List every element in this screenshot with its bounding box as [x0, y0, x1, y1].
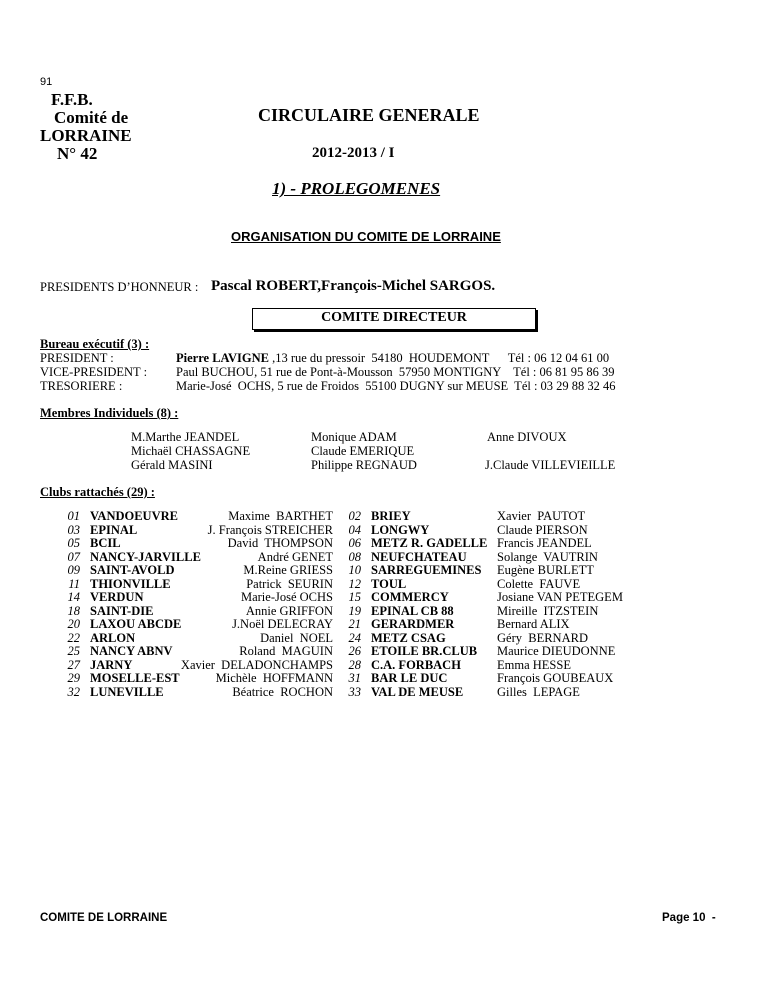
club-name: JARNY — [90, 657, 133, 672]
member: Michaël CHASSAGNE — [131, 444, 251, 458]
club-number: 03 — [67, 522, 80, 537]
club-president: Patrick SEURIN — [246, 576, 333, 591]
club-name: SARREGUEMINES — [371, 563, 482, 577]
bureau-role-vice-president: VICE-PRESIDENT : — [40, 365, 148, 379]
club-name: ARLON — [90, 630, 136, 645]
club-name: BRIEY — [371, 509, 411, 523]
member: Anne DIVOUX — [487, 430, 567, 444]
club-name: EPINAL — [90, 522, 138, 537]
club-president: Josiane VAN PETEGEM — [497, 590, 623, 604]
club-number: 27 — [67, 657, 80, 672]
section-title: 1) - PROLEGOMENES — [272, 179, 441, 198]
club-president: J. François STREICHER — [207, 522, 333, 537]
club-president: André GENET — [257, 549, 333, 564]
organisation-title: ORGANISATION DU COMITE DE LORRAINE — [231, 229, 501, 244]
club-name: VERDUN — [90, 590, 144, 604]
club-president: Annie GRIFFON — [245, 603, 333, 618]
club-name: METZ R. GADELLE — [371, 536, 488, 550]
club-name: LUNEVILLE — [90, 684, 164, 699]
club-number: 25 — [67, 644, 80, 658]
club-president: Géry BERNARD — [497, 630, 588, 645]
club-president: François GOUBEAUX — [497, 671, 614, 685]
clubs-title: Clubs rattachés (29) : — [40, 485, 155, 499]
club-number: 24 — [348, 630, 361, 645]
member: Gérald MASINI — [131, 458, 213, 472]
member: Claude EMERIQUE — [311, 444, 415, 458]
club-name: ETOILE BR.CLUB — [371, 644, 478, 658]
club-number: 22 — [67, 630, 80, 645]
club-president: Gilles LEPAGE — [497, 684, 580, 699]
club-number: 07 — [67, 549, 80, 564]
member: M.Marthe JEANDEL — [131, 430, 240, 444]
footer-page: Page 10 - — [662, 912, 716, 924]
board-box-title: COMITE DIRECTEUR — [321, 310, 467, 325]
bureau-row-president — [176, 351, 609, 366]
footer-left: COMITE DE LORRAINE — [40, 912, 168, 924]
club-number: 20 — [67, 617, 80, 631]
club-name: VAL DE MEUSE — [371, 684, 464, 699]
club-number: 02 — [348, 509, 361, 523]
club-name: TOUL — [371, 576, 407, 591]
club-name: NANCY ABNV — [90, 644, 173, 658]
page-number: 91 — [40, 76, 53, 88]
club-president: Michèle HOFFMANN — [215, 671, 333, 685]
club-president: Béatrice ROCHON — [232, 684, 333, 699]
president-detail: ,13 rue du pressoir 54180 HOUDEMONT Tél : 06 12 04 61 00 — [268, 351, 610, 365]
club-number: 28 — [348, 657, 361, 672]
club-name: C.A. FORBACH — [371, 657, 461, 672]
club-president: M.Reine GRIESS — [243, 563, 333, 577]
club-name: GERARDMER — [371, 617, 455, 631]
club-number: 14 — [67, 590, 80, 604]
club-name: BCIL — [90, 536, 121, 550]
club-president: Colette FAUVE — [497, 576, 581, 591]
club-president: Francis JEANDEL — [497, 536, 592, 550]
club-president: Emma HESSE — [497, 657, 571, 672]
club-number: 11 — [68, 576, 80, 591]
org-line2: Comité de — [54, 108, 129, 127]
club-name: LAXOU ABCDE — [90, 617, 182, 631]
club-president: Bernard ALIX — [497, 617, 570, 631]
club-president: Roland MAGUIN — [239, 644, 333, 658]
club-number: 12 — [348, 576, 361, 591]
club-name: LONGWY — [371, 522, 430, 537]
bureau-role-president: PRESIDENT : — [40, 351, 114, 365]
club-president: Solange VAUTRIN — [497, 549, 598, 564]
bureau-title: Bureau exécutif (3) : — [40, 337, 150, 351]
club-number: 04 — [348, 522, 361, 537]
club-president: Xavier DELADONCHAMPS — [180, 657, 333, 672]
club-president: David THOMPSON — [227, 536, 333, 550]
club-number: 33 — [348, 684, 361, 699]
club-president: Maxime BARTHET — [228, 509, 333, 523]
club-name: MOSELLE-EST — [90, 671, 180, 685]
club-number: 29 — [67, 671, 80, 685]
club-number: 09 — [67, 563, 80, 577]
club-name: THIONVILLE — [90, 576, 171, 591]
members-title: Membres Individuels (8) : — [40, 406, 179, 420]
club-president: J.Noël DELECRAY — [232, 617, 333, 631]
member: Monique ADAM — [311, 430, 397, 444]
club-number: 32 — [67, 684, 80, 699]
bureau-row-vice-president: Paul BUCHOU, 51 rue de Pont-à-Mousson 57950 MONTIGNY Tél : 06 81 95 86 39 — [176, 365, 615, 379]
club-name: COMMERCY — [371, 590, 449, 604]
org-line3: LORRAINE — [40, 126, 132, 145]
club-president: Claude PIERSON — [497, 522, 588, 537]
org-line1: F.F.B. — [51, 90, 93, 109]
circular-title: CIRCULAIRE GENERALE — [258, 105, 480, 125]
club-number: 19 — [348, 603, 361, 618]
club-name: BAR LE DUC — [371, 671, 448, 685]
honorary-label: PRESIDENTS D’HONNEUR : — [40, 280, 199, 294]
club-number: 10 — [348, 563, 361, 577]
club-name: NANCY-JARVILLE — [90, 549, 201, 564]
club-number: 05 — [67, 536, 80, 550]
club-number: 26 — [348, 644, 361, 658]
president-name: Pierre LAVIGNE — [176, 351, 269, 365]
club-name: NEUFCHATEAU — [371, 549, 467, 564]
club-name: METZ CSAG — [371, 630, 446, 645]
club-name: EPINAL CB 88 — [371, 603, 454, 618]
club-name: SAINT-DIE — [90, 603, 154, 618]
club-number: 15 — [348, 590, 361, 604]
club-number: 18 — [67, 603, 80, 618]
club-name: SAINT-AVOLD — [90, 563, 175, 577]
club-number: 21 — [348, 617, 361, 631]
honorary-names: Pascal ROBERT,François-Michel SARGOS. — [211, 278, 496, 294]
member: J.Claude VILLEVIEILLE — [485, 458, 616, 472]
member: Philippe REGNAUD — [311, 458, 417, 472]
club-president: Maurice DIEUDONNE — [497, 644, 616, 658]
club-number: 08 — [348, 549, 361, 564]
club-name: VANDOEUVRE — [90, 509, 178, 523]
club-president: Xavier PAUTOT — [497, 509, 586, 523]
club-number: 06 — [348, 536, 361, 550]
org-number: N° 42 — [57, 144, 98, 163]
club-number: 31 — [348, 671, 361, 685]
club-president: Eugène BURLETT — [497, 563, 594, 577]
bureau-role-treasurer: TRESORIERE : — [40, 379, 123, 393]
club-president: Marie-José OCHS — [240, 590, 333, 604]
bureau-row-treasurer: Marie-José OCHS, 5 rue de Froidos 55100 DUGNY sur MEUSE Tél : 03 29 88 32 46 — [176, 379, 616, 393]
club-president: Daniel NOEL — [260, 630, 333, 645]
season: 2012-2013 / I — [312, 145, 395, 161]
club-number: 01 — [67, 509, 80, 523]
club-president: Mireille ITZSTEIN — [497, 603, 599, 618]
